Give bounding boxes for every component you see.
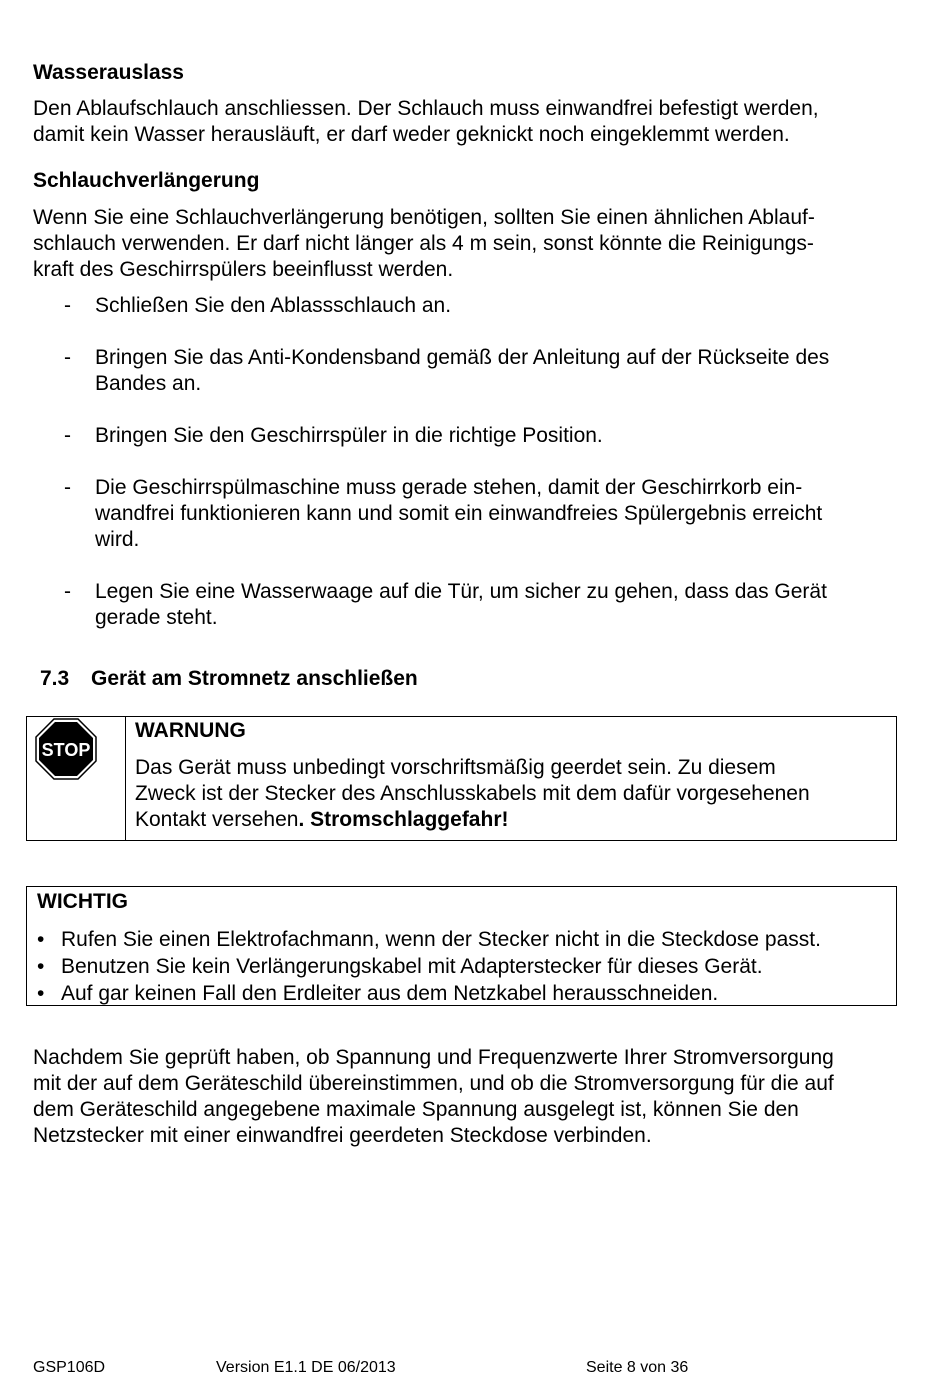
- warning-text-emphasis: . Stromschlaggefahr!: [298, 808, 509, 831]
- list-item-text: Bringen Sie den Geschirrspüler in die richtige Position.: [95, 424, 603, 447]
- paragraph-line: mit der auf dem Geräteschild übereinstimmen, und ob die Stromversorgung für die auf: [33, 1072, 834, 1095]
- warning-title: WARNUNG: [135, 719, 246, 742]
- heading-hose-extension: Schlauchverlängerung: [33, 169, 260, 192]
- paragraph-line: Wenn Sie eine Schlauchverlängerung benötigen, sollten Sie einen ähnlichen Ablauf-: [33, 206, 815, 229]
- section-number: 7.3: [40, 667, 70, 690]
- bullet-icon: •: [37, 982, 45, 1005]
- list-dash: -: [64, 346, 71, 369]
- list-dash: -: [64, 424, 71, 447]
- list-item-text: wandfrei funktionieren kann und somit ein einwandfreies Spülergebnis erreicht: [95, 502, 823, 525]
- footer-version: Version E1.1 DE 06/2013: [216, 1359, 396, 1376]
- stop-sign-icon: [35, 718, 97, 780]
- list-item-text: Die Geschirrspülmaschine muss gerade stehen, damit der Geschirrkorb ein-: [95, 476, 803, 499]
- list-item-text: Bandes an.: [95, 372, 202, 395]
- list-dash: -: [64, 476, 71, 499]
- list-dash: -: [64, 294, 71, 317]
- list-item-text: Schließen Sie den Ablassschlauch an.: [95, 294, 452, 317]
- paragraph-line: Nachdem Sie geprüft haben, ob Spannung und Frequenzwerte Ihrer Stromversorgung: [33, 1046, 834, 1069]
- paragraph-line: Den Ablaufschlauch anschliessen. Der Schlauch muss einwandfrei befestigt werden,: [33, 97, 819, 120]
- paragraph-line: Netzstecker mit einer einwandfrei geerdeten Steckdose verbinden.: [33, 1124, 652, 1147]
- paragraph-line: kraft des Geschirrspülers beeinflusst werden.: [33, 258, 454, 281]
- important-title: WICHTIG: [37, 890, 128, 913]
- important-item: Rufen Sie einen Elektrofachmann, wenn der Stecker nicht in die Steckdose passt.: [61, 928, 821, 951]
- stop-sign-text: STOP: [41, 740, 91, 760]
- footer-page-number: Seite 8 von 36: [586, 1359, 689, 1376]
- heading-water-outlet: Wasserauslass: [33, 61, 184, 84]
- footer-model: GSP106D: [33, 1359, 106, 1376]
- warning-text-line: Das Gerät muss unbedingt vorschriftsmäßig geerdet sein. Zu diesem: [135, 756, 776, 779]
- list-item-text: Legen Sie eine Wasserwaage auf die Tür, um sicher zu gehen, dass das Gerät: [95, 580, 827, 603]
- warning-box: [26, 716, 897, 841]
- paragraph-line: schlauch verwenden. Er darf nicht länger als 4 m sein, sonst könnte die Reinigungs-: [33, 232, 814, 255]
- paragraph-line: damit kein Wasser herausläuft, er darf weder geknickt noch eingeklemmt werden.: [33, 123, 790, 146]
- important-item: Auf gar keinen Fall den Erdleiter aus dem Netzkabel herausschneiden.: [61, 982, 719, 1005]
- section-title: Gerät am Stromnetz anschließen: [91, 667, 418, 690]
- bullet-icon: •: [37, 955, 45, 978]
- list-item-text: wird.: [95, 528, 140, 551]
- list-item-text: Bringen Sie das Anti-Kondensband gemäß der Anleitung auf der Rückseite des: [95, 346, 830, 369]
- important-box: [26, 886, 897, 1006]
- warning-divider: [125, 717, 126, 840]
- warning-text-normal: Kontakt versehen: [135, 808, 299, 831]
- list-item-text: gerade steht.: [95, 606, 218, 629]
- paragraph-line: dem Geräteschild angegebene maximale Spannung ausgelegt ist, können Sie den: [33, 1098, 799, 1121]
- important-item: Benutzen Sie kein Verlängerungskabel mit Adapterstecker für dieses Gerät.: [61, 955, 763, 978]
- list-dash: -: [64, 580, 71, 603]
- bullet-icon: •: [37, 928, 45, 951]
- warning-text-line: [135, 807, 885, 833]
- warning-text-line: Zweck ist der Stecker des Anschlusskabels mit dem dafür vorgesehenen: [135, 782, 810, 805]
